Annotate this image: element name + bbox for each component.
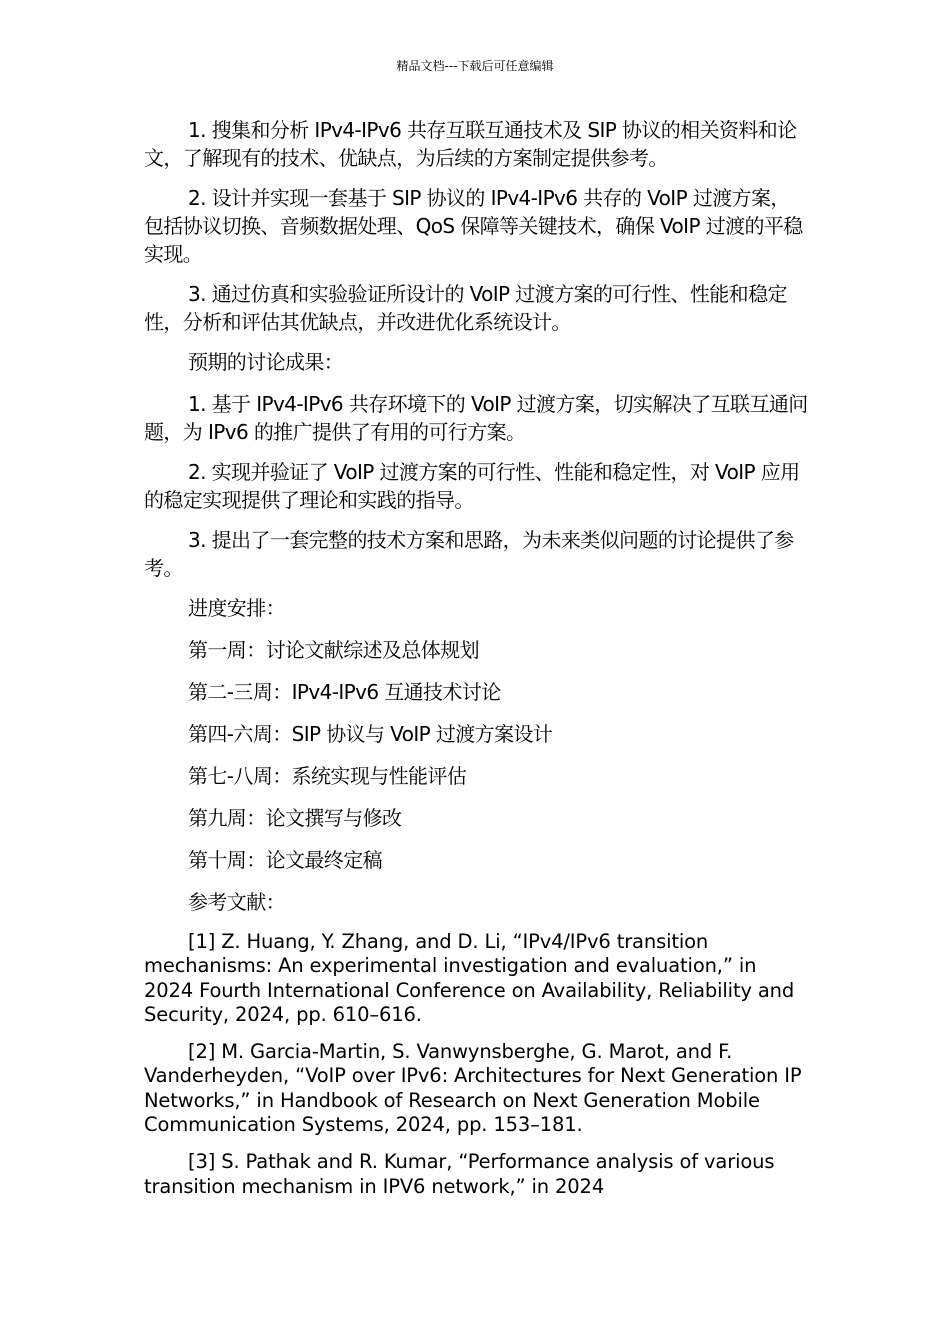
reference-entry: [3] S. Pathak and R. Kumar, “Performance analysis of various transition mechanism in IPV6 network,” in 2024 xyxy=(144,1150,775,1198)
page-header: 精品文档---下载后可任意编辑 xyxy=(396,59,554,73)
schedule-item: 第九周：论文撰写与修改 xyxy=(188,806,402,830)
document-body xyxy=(144,116,808,1212)
body-paragraph: 1. 搜集和分析 IPv4-IPv6 共存互联互通技术及 SIP 协议的相关资料和论文，了解现有的技术、优缺点，为后续的方案制定提供参考。 xyxy=(144,118,797,170)
schedule-item: 第四-六周：SIP 协议与 VoIP 过渡方案设计 xyxy=(188,722,553,746)
body-paragraph: 2. 设计并实现一套基于 SIP 协议的 IPv4-IPv6 共存的 VoIP 过渡方案，包括协议切换、音频数据处理、QoS 保障等关键技术，确保 VoIP 过渡的平稳实现。 xyxy=(144,186,803,266)
body-paragraph: 1. 基于 IPv4-IPv6 共存环境下的 VoIP 过渡方案，切实解决了互联互通问题，为 IPv6 的推广提供了有用的可行方案。 xyxy=(144,392,808,444)
schedule-item: 第七-八周：系统实现与性能评估 xyxy=(188,764,467,788)
body-paragraph: 3. 提出了一套完整的技术方案和思路，为未来类似问题的讨论提供了参考。 xyxy=(144,528,794,580)
section-heading: 参考文献： xyxy=(188,890,285,914)
schedule-item: 第二-三周：IPv4-IPv6 互通技术讨论 xyxy=(188,680,501,704)
reference-entry: [2] M. Garcia-Martin, S. Vanwynsberghe, G. Marot, and F. Vanderheyden, “VoIP over IPv6: Architectures for Next Generation IP Networks,” in Handbook of Research on Next Generation Mobile Communication Systems, 2024, pp. 153–181. xyxy=(144,1040,802,1137)
body-paragraph: 2. 实现并验证了 VoIP 过渡方案的可行性、性能和稳定性，对 VoIP 应用的稳定实现提供了理论和实践的指导。 xyxy=(144,460,800,512)
schedule-item: 第十周：论文最终定稿 xyxy=(188,848,382,872)
section-heading: 进度安排： xyxy=(188,596,285,620)
reference-entry: [1] Z. Huang, Y. Zhang, and D. Li, “IPv4/IPv6 transition mechanisms: An experimental investigation and evaluation,” in 2024 Fourth International Conference on Availability, Reliability and Security, 2024, pp. 610–616. xyxy=(144,930,795,1026)
section-heading: 预期的讨论成果： xyxy=(188,350,344,374)
schedule-item: 第一周：讨论文献综述及总体规划 xyxy=(188,638,479,662)
body-paragraph: 3. 通过仿真和实验验证所设计的 VoIP 过渡方案的可行性、性能和稳定性，分析和评估其优缺点，并改进优化系统设计。 xyxy=(144,282,787,334)
